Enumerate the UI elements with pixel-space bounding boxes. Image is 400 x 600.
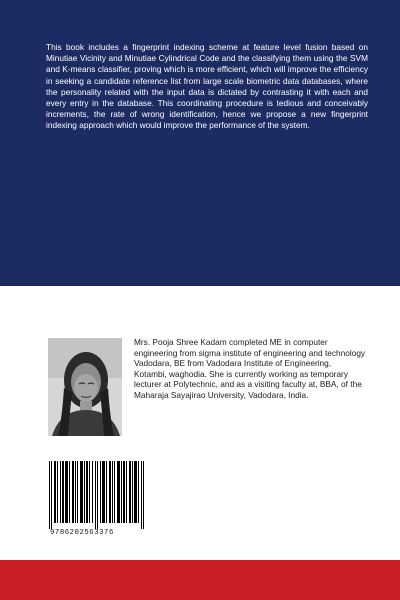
barcode-icon (48, 461, 146, 529)
blue-band (0, 0, 400, 286)
isbn-number: 9786202563376 (50, 529, 114, 537)
red-band (0, 560, 400, 600)
author-photo (48, 338, 122, 436)
book-blurb: This book includes a fingerprint indexing scheme at feature level fusion based on Minutiae Vicinity and Minutiae Cylindrical Code and the classifying them using the SVM and K-means classifier, proving which is more efficient, which will improve the efficiency in seeking a candidate reference list from large scale biometric data databases, where the personality related with the input data is dictated by contrasting it with each and every entry in the database. This coordinating procedure is tedious and conceivably increments, the rate of wrong identification, hence we propose a new fingerprint indexing approach which would improve the performance of the system. (46, 42, 368, 131)
author-bio: Mrs. Pooja Shree Kadam completed ME in computer engineering from sigma institute of engineering and technology Vadodara, BE from Vadodara Institute of Engineering, Kotambi, waghodia. She is currently working as temporary lecturer at Polytechnic, and as a visiting faculty at, BBA, of the Maharaja Sayajirao University, Vadodara, India. (134, 337, 366, 400)
